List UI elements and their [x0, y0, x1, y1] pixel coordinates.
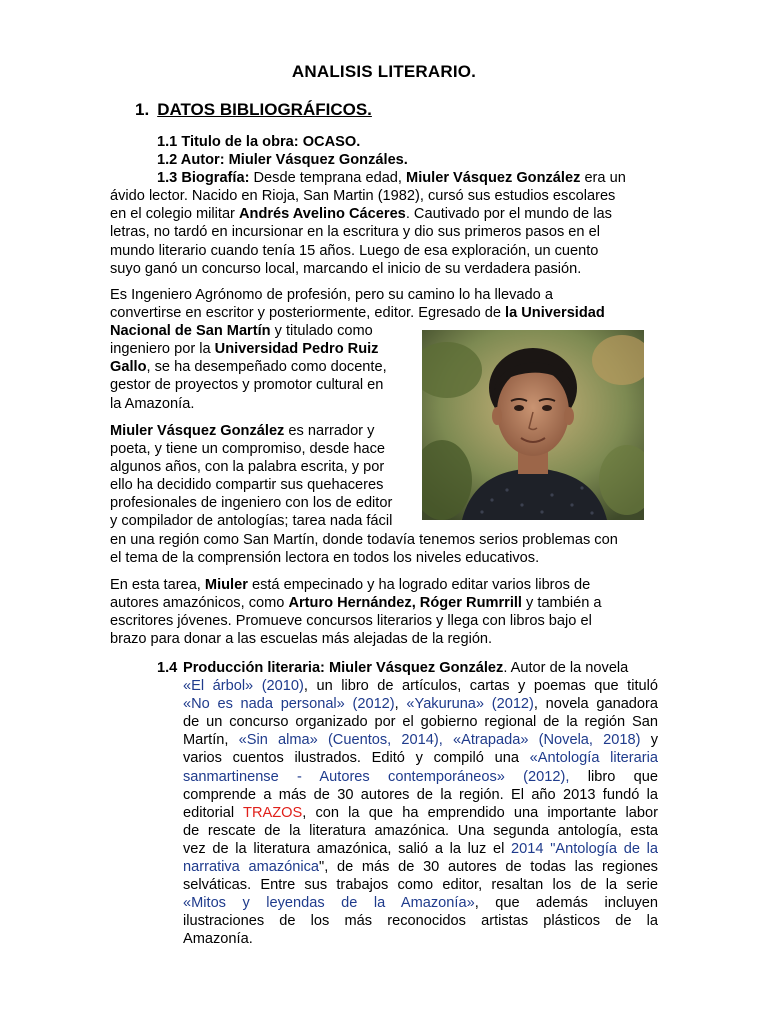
profession-paragraph: Es Ingeniero Agrónomo de profesión, pero su camino lo ha llevado a convertirse en escritor y posteriormente, editor. Egresado de la Universidad Nacional de San Martín y titulado como ingeniero por la Universidad Pedro Ruiz Gallo, se ha desempeñado como docente, gestor de proyectos y promotor cultural en la Amazonía.	[110, 287, 605, 412]
section-number: 1.	[135, 100, 150, 119]
author-portrait-image	[422, 330, 644, 520]
section-label: DATOS BIBLIOGRÁFICOS.	[157, 100, 372, 119]
biography-line: ávido lector. Nacido en Rioja, San Martin (1982), cursó sus estudios escolares	[110, 188, 616, 205]
author-line: 1.2 Autor: Miuler Vásquez Gonzáles.	[157, 152, 408, 169]
biography-line: letras, no tardó en incursionar en la escritura y dio sus primeros pasos en el	[110, 224, 600, 241]
section-heading	[135, 100, 372, 120]
literary-production-block: 1.4 Producción literaria: Miuler Vásquez González. Autor de la novela «El árbol» (2010), un libro de artículos, cartas y poemas que tituló «No es nada personal» (2012), «Yakuruna» (2012), novela ganadora de un concurso organizado por el gobierno regional de la región San Martín, «Sin alma» (Cuentos, 2014), «Atrapada» (Novela, 2018) y varios cuentos ilustrados. Editó y compiló una «Antología literaria sanmartinense - Autores contemporáneos» (2012), libro que comprende a más de 30 autores de la región. El año 2013 fundó la editorial TRAZOS, con la que ha emprendido una importante labor de rescate de la literatura amazónica. Una segunda antología, esta vez de la literatura amazónica, salió a la luz el 2014 "Antología de la narrativa amazónica", de más de 30 autores de todas las regiones selváticas. Entre sus trabajos como editor, resaltan los de la serie «Mitos y leyendas de la Amazonía», que además incluyen ilustraciones de los más reconocidos artistas plásticos de la Amazonía.	[157, 660, 659, 948]
biography-line: suyo ganó un concurso local, marcando el inicio de su verdadera pasión.	[110, 260, 582, 277]
page-title: ANALISIS LITERARIO.	[291, 62, 477, 81]
biography-line: mundo literario cuando tenía 15 años. Luego de esa exploración, un cuento	[110, 242, 599, 259]
author-photo	[422, 330, 644, 520]
bibliographic-block	[110, 133, 648, 278]
biography-line: 1.3 Biografía: Desde temprana edad, Miuler Vásquez González era un	[157, 170, 626, 187]
commitment-paragraph: Miuler Vásquez González es narrador y poeta, y tiene un compromiso, desde hace algunos años, con la palabra escrita, y por ello ha decidido compartir sus quehaceres profesionales de ingeniero con los de editor y compilador de antologías; tarea nada fácil en una región como San Martín, donde todavía tenemos serios problemas con el tema de la comprensión lectora en todos los niveles educativos.	[110, 423, 618, 566]
editor-paragraph: En esta tarea, Miuler está empecinado y ha logrado editar varios libros de autores amazónicos, como Arturo Hernández, Róger Rumrrill y también a escritores jóvenes. Promueve concursos literarios y llega con libros bajo el brazo para donar a las escuelas más alejadas de la región.	[110, 577, 602, 648]
biography-line: en el colegio militar Andrés Avelino Cáceres. Cautivado por el mundo de las	[110, 206, 612, 223]
work-title-line: 1.1 Titulo de la obra: OCASO.	[157, 134, 361, 150]
